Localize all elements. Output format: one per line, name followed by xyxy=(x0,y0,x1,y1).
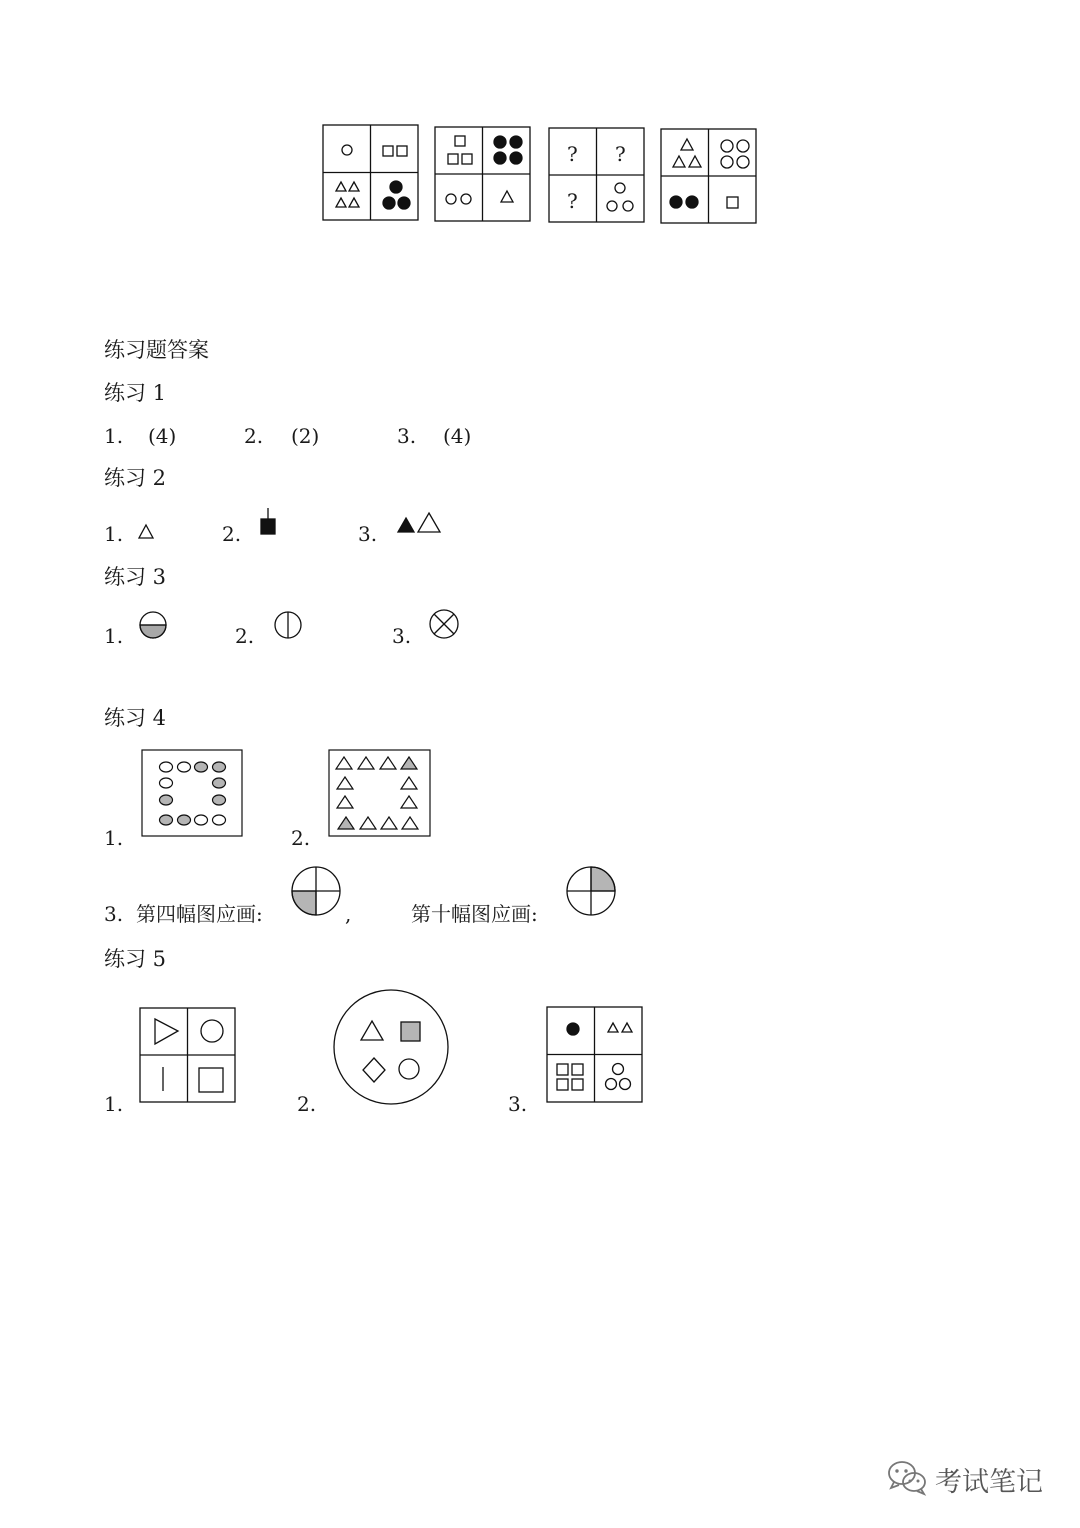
ex4-item3-figures xyxy=(0,865,1080,925)
ex4-item3-label-a: 第四幅图应画: xyxy=(136,902,263,926)
ex2-num-2: 2. xyxy=(222,522,242,546)
question-mark-2: ? xyxy=(615,142,626,166)
ex3-num-2: 2. xyxy=(235,624,255,648)
ex5-num-2: 2. xyxy=(297,1092,317,1116)
ex4-item3-label-b: 第十幅图应画: xyxy=(411,902,538,926)
puzzle-panel-1 xyxy=(323,125,418,220)
square-icon xyxy=(261,519,275,534)
ex2-heading: 练习 2 xyxy=(104,466,167,490)
top-puzzle-figures xyxy=(0,0,1080,240)
ex3-answer-figures xyxy=(0,600,1080,660)
ex2-answer-figures xyxy=(0,500,1080,560)
ex5-heading: 练习 5 xyxy=(104,947,167,971)
question-mark-1: ? xyxy=(567,142,578,166)
puzzle-panel-2 xyxy=(435,127,530,221)
answers-title: 练习题答案 xyxy=(104,338,209,362)
ex1-item2-num: 2. xyxy=(244,424,264,448)
watermark-text: 考试笔记 xyxy=(935,1467,1043,1498)
ex1-item3-answer: (4) xyxy=(443,424,472,448)
triangle-icon xyxy=(418,513,440,532)
ex5-num-3: 3. xyxy=(508,1092,528,1116)
ex3-num-1: 1. xyxy=(104,624,124,648)
triangle-icon xyxy=(139,525,153,538)
filled-triangle-icon xyxy=(398,518,414,532)
ex4-num-1: 1. xyxy=(104,826,124,850)
puzzle-panel-4 xyxy=(661,129,756,223)
ex2-num-3: 3. xyxy=(358,522,378,546)
ex4-answer-figures xyxy=(0,745,1080,855)
ex5-answer-figures xyxy=(0,985,1080,1115)
ex4-item3-num: 3. xyxy=(104,902,124,926)
ex1-item1-num: 1. xyxy=(104,424,124,448)
ex4-num-2: 2. xyxy=(291,826,311,850)
ex1-item3-num: 3. xyxy=(397,424,417,448)
ex3-heading: 练习 3 xyxy=(104,565,167,589)
ex4-heading: 练习 4 xyxy=(104,706,167,730)
ex1-item2-answer: (2) xyxy=(291,424,320,448)
puzzle-panel-3 xyxy=(549,128,644,222)
wechat-icon xyxy=(886,1458,930,1498)
ex1-heading: 练习 1 xyxy=(104,381,167,405)
ex1-item1-answer: (4) xyxy=(148,424,177,448)
ex4-item3-separator: , xyxy=(345,902,352,926)
ex2-num-1: 1. xyxy=(104,522,124,546)
half-shaded-circle-icon xyxy=(140,625,166,638)
question-mark-3: ? xyxy=(567,189,578,213)
ex5-num-1: 1. xyxy=(104,1092,124,1116)
ex3-num-3: 3. xyxy=(392,624,412,648)
